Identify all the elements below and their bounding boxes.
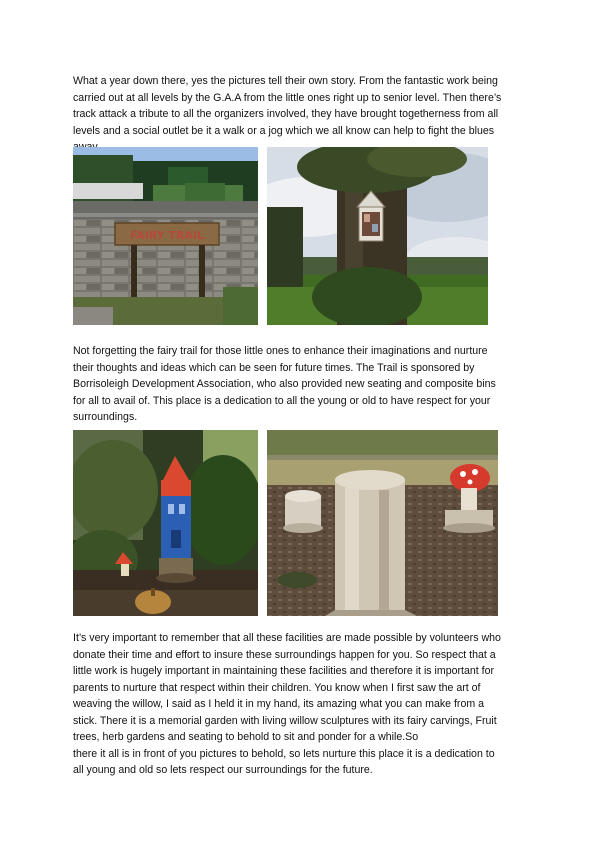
volunteers-line: little work is hugely important in maintaining these facilities and therefore it is important for bbox=[73, 665, 495, 677]
fairy-trail-paragraph bbox=[73, 343, 533, 426]
fairy-trail-line: their thoughts and ideas which can be seen for future times. The Trail is sponsored by bbox=[73, 361, 475, 374]
volunteers-line: all young and old so lets respect our surroundings for the future. bbox=[73, 764, 373, 776]
intro-line: What a year down there, yes the pictures tell their own story. From the fantastic work being bbox=[73, 75, 498, 87]
intro-line: track attack a tribute to all the organizers involved, they have brought togetherness from all bbox=[73, 108, 499, 120]
painted-carving-photo bbox=[73, 430, 258, 616]
intro-line: levels and a social outlet be it a walk or a jog which we all know can help to fight the blues bbox=[73, 124, 495, 137]
volunteers-line: there it all is in front of you pictures to behold, so lets nurture this place it is a dedication to bbox=[73, 747, 495, 760]
volunteers-line: stick. There it is a memorial garden with living willow sculptures with its fairy carvings, Fruit bbox=[73, 714, 497, 727]
volunteers-line: weaving the willow, I said as I held it in my hand, its amazing what you can make from a bbox=[73, 698, 484, 710]
tree-stump-seats-photo bbox=[267, 430, 498, 616]
volunteers-line: parents to nurture that respect within their children. You know when I first saw the art of bbox=[73, 681, 481, 694]
volunteers-line: trees, herb gardens and seating to behold to sit and ponder for a while.So bbox=[73, 731, 419, 743]
intro-line: carried out at all levels by the G.A.A from the little ones right up to senior level. Then there’s bbox=[73, 91, 502, 104]
fairy-trail-sign-text: FAIRY TRAIL bbox=[129, 229, 205, 242]
fairy-trail-line: surroundings. bbox=[73, 411, 138, 423]
volunteers-line: donate their time and effort to insure these surroundings happen for you. So respect that a bbox=[73, 648, 496, 661]
intro-paragraph bbox=[73, 73, 533, 156]
fairy-trail-sign-photo bbox=[73, 147, 258, 325]
fairy-house-tree-photo bbox=[267, 147, 488, 325]
fairy-trail-line: Not forgetting the fairy trail for those little ones to enhance their imaginations and nurture bbox=[73, 345, 488, 357]
volunteers-paragraph bbox=[73, 630, 533, 779]
volunteers-line: It’s very important to remember that all these facilities are made possible by volunteers who bbox=[73, 632, 501, 644]
fairy-trail-line: for all to avail of. This place is a dedication to all the young or old to have respect for your bbox=[73, 394, 491, 407]
fairy-trail-line: Borrisoleigh Development Association, who also provided new seating and composite bins bbox=[73, 378, 496, 390]
